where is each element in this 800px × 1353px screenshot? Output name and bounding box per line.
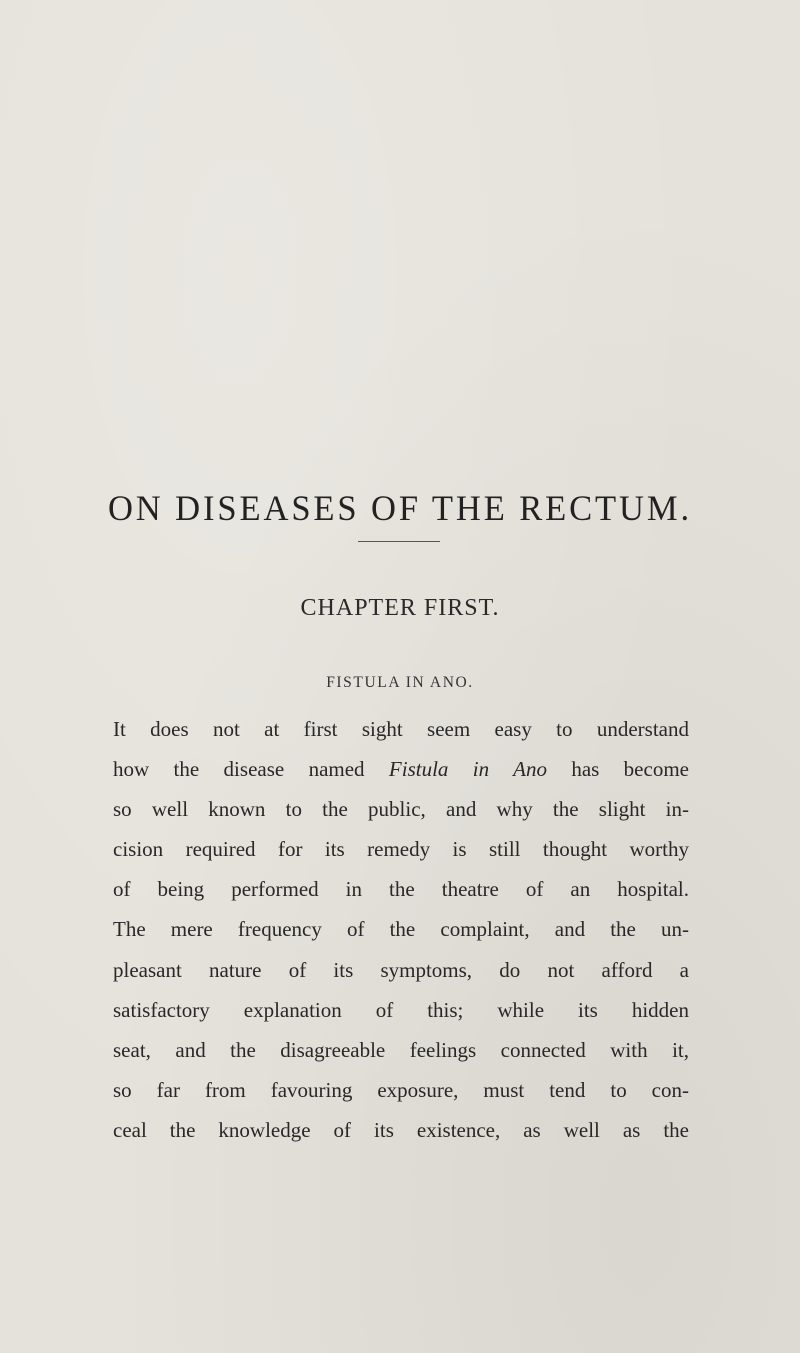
paragraph-line: satisfactory explanation of this; while its hidden <box>113 997 689 1022</box>
body-paragraph <box>113 709 689 1150</box>
paragraph-line: The mere frequency of the complaint, and the un- <box>113 917 689 942</box>
paragraph-line: so well known to the public, and why the slight in- <box>113 797 689 822</box>
paragraph-line: of being performed in the theatre of an hospital. <box>113 877 689 902</box>
paragraph-line: so far from favouring exposure, must tend to con- <box>113 1077 689 1102</box>
section-subheading: FISTULA IN ANO. <box>326 674 474 691</box>
chapter-heading: CHAPTER FIRST. <box>300 595 500 621</box>
italic-term: Fistula in Ano <box>388 757 547 782</box>
paragraph-line: ceal the knowledge of its existence, as well as the <box>113 1117 689 1142</box>
paragraph-line: cision required for its remedy is still thought worthy <box>113 837 689 862</box>
title-divider <box>358 541 440 542</box>
book-title: ON DISEASES OF THE RECTUM. <box>107 488 693 528</box>
paragraph-line: pleasant nature of its symptoms, do not afford a <box>113 957 689 982</box>
paragraph-line: seat, and the disagreeable feelings connected with it, <box>113 1037 689 1062</box>
paragraph-line: It does not at first sight seem easy to understand <box>113 717 689 741</box>
paragraph-line: how the disease named Fistula in Ano has become <box>113 757 689 782</box>
